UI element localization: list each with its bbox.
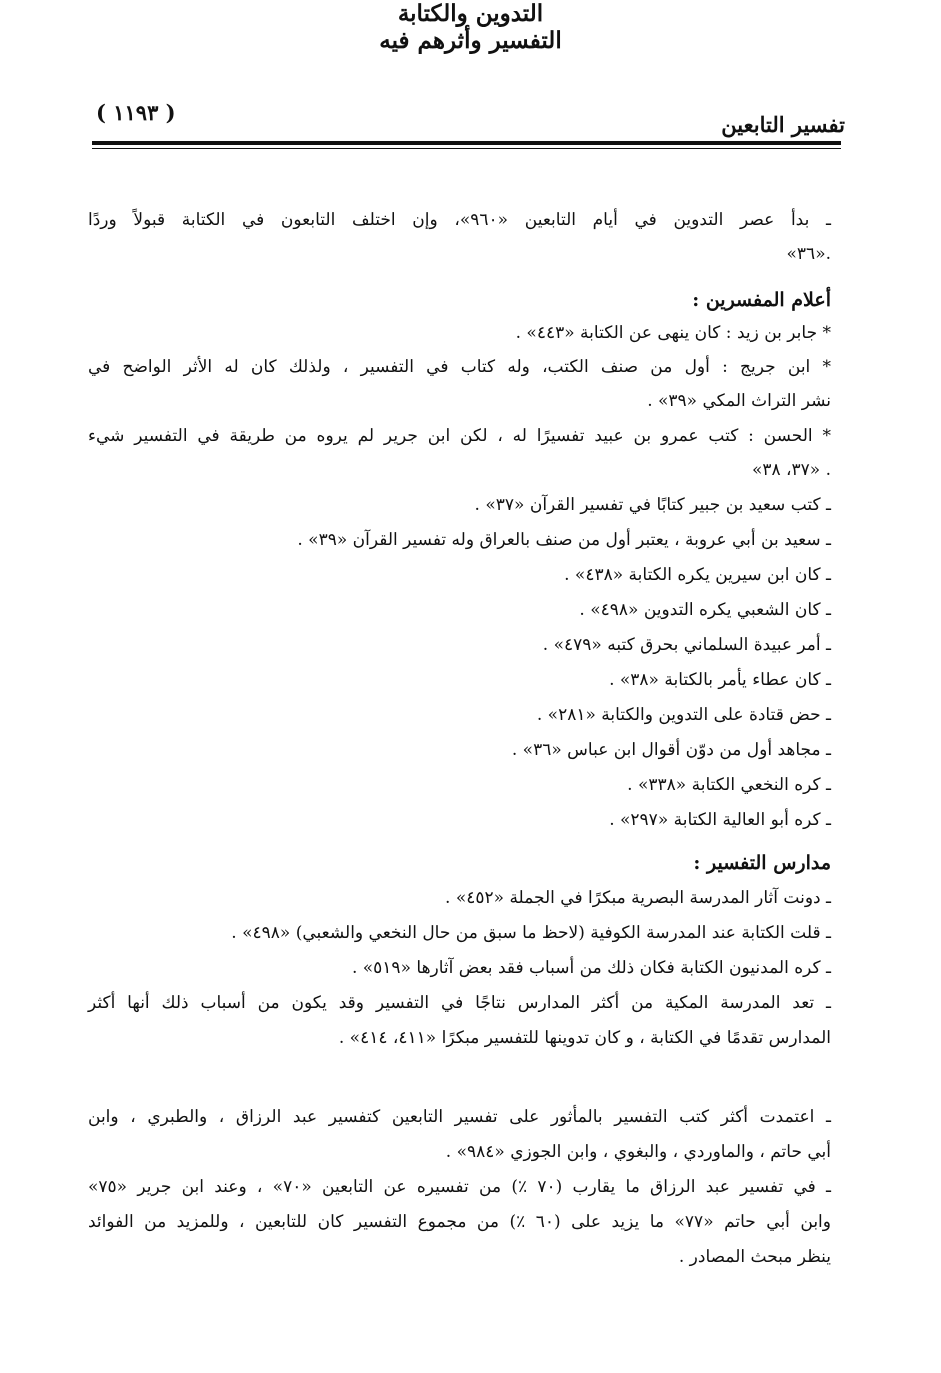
text-line: * ابن جريج : أول من صنف الكتب، وله كتاب في التفسير ، ولذلك كان له الأثر الواضح في bbox=[88, 357, 831, 377]
text-line: وابن أبي حاتم «٧٧» ما يزيد على (٦٠ ٪) من مجموع التفسير كان للتابعين ، وللمزيد من الفوائد bbox=[88, 1212, 831, 1232]
subsection-heading: أعلام المفسرين : bbox=[692, 289, 831, 311]
text-line: ـ كان عطاء يأمر بالكتابة «٣٨» . bbox=[609, 670, 831, 690]
text-line: ـ حض قتادة على التدوين والكتابة «٢٨١» . bbox=[536, 705, 831, 725]
header-rule-thin bbox=[92, 148, 841, 149]
running-header-title: تفسير التابعين bbox=[721, 112, 845, 137]
text-line: نشر التراث المكي «٣٩» . bbox=[647, 391, 831, 411]
text-line: ـ قلت الكتابة عند المدرسة الكوفية (لاحظ ما سبق من حال النخعي والشعبي) «٤٩٨» . bbox=[231, 923, 831, 943]
text-line: * جابر بن زيد : كان ينهى عن الكتابة «٤٤٣» . bbox=[515, 323, 831, 343]
text-line: * الحسن : كتب عمرو بن عبيد تفسيرًا له ، لكن ابن جرير لم يروه من طريقة في التفسير شيء bbox=[88, 426, 831, 446]
text-line: ـ كره أبو العالية الكتابة «٢٩٧» . bbox=[609, 810, 831, 830]
text-line: ـ في تفسير عبد الرزاق ما يقارب (٧٠ ٪) من تفسيره عن التابعين «٧٠» ، وعند ابن جرير «٧٥» bbox=[88, 1177, 831, 1197]
text-line: «٣٦». bbox=[786, 244, 831, 264]
text-line: ينظر مبحث المصادر . bbox=[678, 1247, 831, 1267]
text-line: ـ دونت آثار المدرسة البصرية مبكرًا في الجملة «٤٥٢» . bbox=[445, 888, 831, 908]
text-line: ـ كتب سعيد بن جبير كتابًا في تفسير القرآن «٣٧» . bbox=[474, 495, 831, 515]
text-line: ـ سعيد بن أبي عروبة ، يعتبر أول من صنف بالعراق وله تفسير القرآن «٣٩» . bbox=[297, 530, 831, 550]
header-rule-thick bbox=[92, 141, 841, 145]
text-line: ـ تعد المدرسة المكية من أكثر المدارس نتاجًا في التفسير وقد يكون من أسباب ذلك أنها أكثر bbox=[88, 993, 831, 1013]
text-line: ـ كره المدنيون الكتابة فكان ذلك من أسباب فقد بعض آثارها «٥١٩» . bbox=[351, 958, 831, 978]
text-line: المدارس تقدمًا في الكتابة ، و كان تدوينها للتفسير مبكرًا «٤١١، ٤١٤» . bbox=[338, 1028, 831, 1048]
text-line: ـ بدأ عصر التدوين في أيام التابعين «٩٦٠»، وإن اختلف التابعون في الكتابة قبولاً وردًا bbox=[88, 210, 831, 230]
text-line: ـ كره النخعي الكتابة «٣٣٨» . bbox=[627, 775, 831, 795]
text-line: ـ أمر عبيدة السلماني بحرق كتبه «٤٧٩» . bbox=[542, 635, 831, 655]
text-line: ـ كان ابن سيرين يكره الكتابة «٤٣٨» . bbox=[564, 565, 831, 585]
text-line: ـ كان الشعبي يكره التدوين «٤٩٨» . bbox=[579, 600, 831, 620]
page-number: ( ١١٩٣ ) bbox=[96, 100, 176, 125]
section-heading: التفسير وأثرهم فيه bbox=[379, 27, 562, 54]
text-line: ـ مجاهد أول من دوّن أقوال ابن عباس «٣٦» . bbox=[511, 740, 831, 760]
text-line: ـ اعتمدت أكثر كتب التفسير بالمأثور على تفسير التابعين كتفسير عبد الرزاق ، والطبري ، وابن bbox=[88, 1107, 831, 1127]
text-line: «٣٧، ٣٨» . bbox=[751, 460, 831, 480]
section-heading: التدوين والكتابة bbox=[397, 0, 544, 27]
subsection-heading: مدارس التفسير : bbox=[693, 852, 831, 874]
text-line: أبي حاتم ، والماوردي ، والبغوي ، وابن الجوزي «٩٨٤» . bbox=[445, 1142, 831, 1162]
